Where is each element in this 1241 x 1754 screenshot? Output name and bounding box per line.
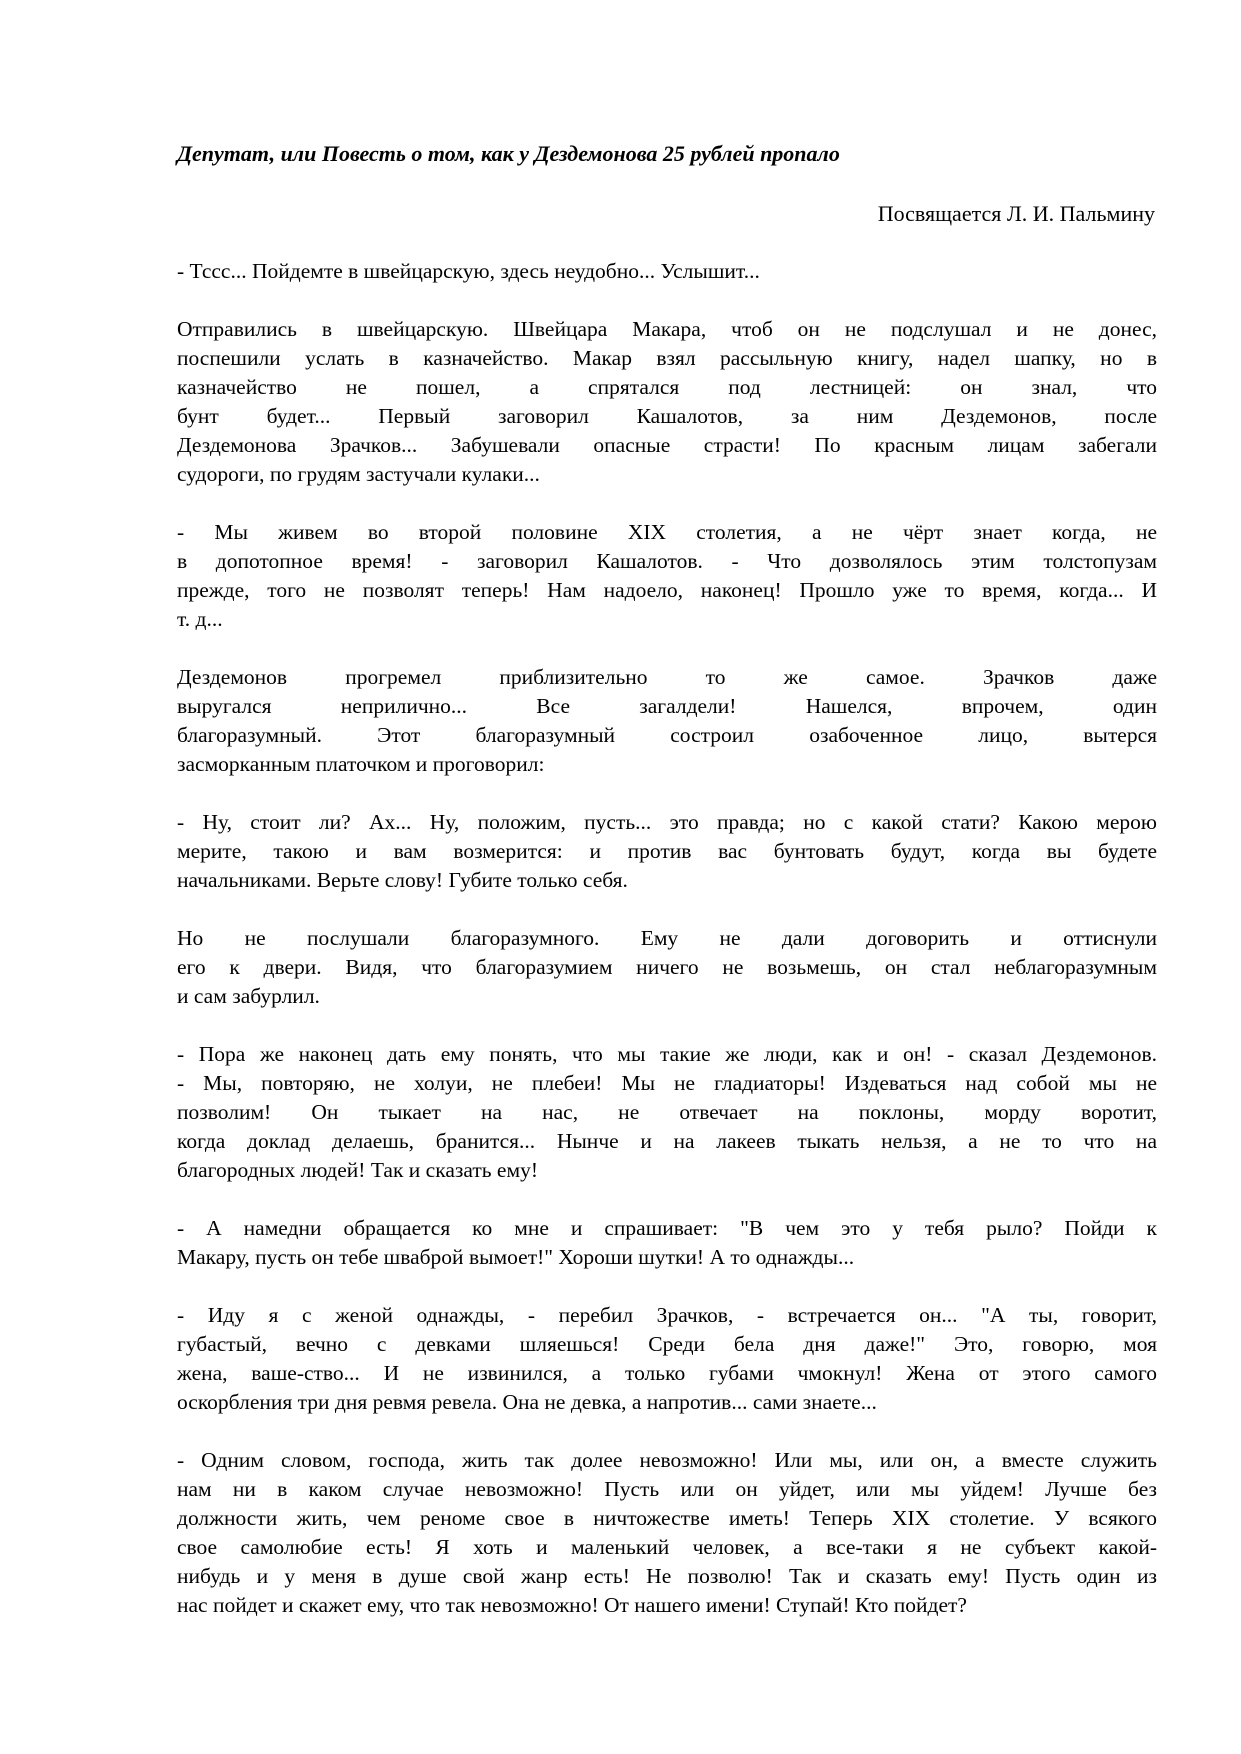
text-line: прежде, того не позволят теперь! Нам надоело, наконец! Прошло уже то время, когда... И [177, 578, 1157, 602]
paragraph [177, 1446, 1157, 1620]
text-line: его к двери. Видя, что благоразумием ничего не возьмешь, он стал неблагоразумным [177, 955, 1157, 979]
paragraph [177, 1214, 1157, 1272]
text-line: Но не послушали благоразумного. Ему не дали договорить и оттиснули [177, 926, 1157, 950]
text-line: нам ни в каком случае невозможно! Пусть или он уйдет, или мы уйдем! Лучше без [177, 1477, 1157, 1501]
paragraph [177, 315, 1157, 489]
text-line: должности жить, чем реноме свое в ничтожестве иметь! Теперь XIX столетие. У всякого [177, 1506, 1157, 1530]
text-line: позволим! Он тыкает на нас, не отвечает на поклоны, морду воротит, [177, 1100, 1157, 1124]
text-line: оскорбления три дня ревмя ревела. Она не девка, а напротив... сами знаете... [177, 1390, 877, 1414]
text-line: когда доклад делаешь, бранится... Нынче и на лакеев тыкать нельзя, а не то что на [177, 1129, 1157, 1153]
text-line: казначейство не пошел, а спрятался под лестницей: он знал, что [177, 375, 1157, 399]
text-line: - Мы живем во второй половине XIX столетия, а не чёрт знает когда, не [177, 520, 1157, 544]
text-line: нас пойдет и скажет ему, что так невозможно! От нашего имени! Ступай! Кто пойдет? [177, 1593, 967, 1617]
text-line: Дездемонова Зрачков... Забушевали опасные страсти! По красным лицам забегали [177, 433, 1157, 457]
paragraph [177, 1040, 1157, 1185]
text-line: - А намедни обращается ко мне и спрашивает: "В чем это у тебя рыло? Пойди к [177, 1216, 1157, 1240]
text-line: жена, ваше-ство... И не извинился, а только губами чмокнул! Жена от этого самого [177, 1361, 1157, 1385]
text-line: свое самолюбие есть! Я хоть и маленький человек, а все-таки я не субъект какой- [177, 1535, 1157, 1559]
text-line: - Одним словом, господа, жить так долее невозможно! Или мы, или он, а вместе служить [177, 1448, 1157, 1472]
text-line: Отправились в швейцарскую. Швейцара Макара, чтоб он не подслушал и не донес, [177, 317, 1157, 341]
text-line: губастый, вечно с девками шляешься! Среди бела дня даже!" Это, говорю, моя [177, 1332, 1157, 1356]
text-line: поспешили услать в казначейство. Макар взял рассыльную книгу, надел шапку, но в [177, 346, 1157, 370]
text-line: - Тссс... Пойдемте в швейцарскую, здесь неудобно... Услышит... [177, 259, 760, 283]
paragraph [177, 808, 1157, 895]
text-line: - Иду я с женой однажды, - перебил Зрачков, - встречается он... "А ты, говорит, [177, 1303, 1157, 1327]
text-line: Макару, пусть он тебе шваброй вымоет!" Хороши шутки! А то однажды... [177, 1245, 855, 1269]
paragraph [177, 1301, 1157, 1417]
text-line: - Пора же наконец дать ему понять, что мы такие же люди, как и он! - сказал Дездемонов. [177, 1042, 1157, 1066]
text-line: - Мы, повторяю, не холуи, не плебеи! Мы не гладиаторы! Издеваться над собой мы не [177, 1071, 1157, 1095]
text-line: выругался неприлично... Все загалдели! Нашелся, впрочем, один [177, 694, 1157, 718]
paragraph [177, 663, 1157, 779]
text-line: и сам забурлил. [177, 984, 320, 1008]
text-line: нибудь и у меня в душе свой жанр есть! Не позволю! Так и сказать ему! Пусть один из [177, 1564, 1157, 1588]
paragraph [177, 924, 1157, 1011]
text-line: благородных людей! Так и сказать ему! [177, 1158, 538, 1182]
text-line: в допотопное время! - заговорил Кашалотов. - Что дозволялось этим толстопузам [177, 549, 1157, 573]
text-line: бунт будет... Первый заговорил Кашалотов, за ним Дездемонов, после [177, 404, 1157, 428]
text-line: Дездемонов прогремел приблизительно то же самое. Зрачков даже [177, 665, 1157, 689]
text-line: судороги, по грудям застучали кулаки... [177, 462, 540, 486]
text-line: мерите, такою и вам возмерится: и против вас бунтовать будут, когда вы будете [177, 839, 1157, 863]
story-body [177, 257, 1157, 1649]
story-title: Депутат, или Повесть о том, как у Дездемонова 25 рублей пропало [177, 141, 840, 166]
paragraph [177, 518, 1157, 634]
text-line: начальниками. Верьте слову! Губите только себя. [177, 868, 628, 892]
text-line: благоразумный. Этот благоразумный состроил озабоченное лицо, вытерся [177, 723, 1157, 747]
dedication: Посвящается Л. И. Пальмину [877, 201, 1155, 226]
text-line: засморканным платочком и проговорил: [177, 752, 545, 776]
paragraph [177, 257, 1157, 286]
text-line: - Ну, стоит ли? Ах... Ну, положим, пусть... это правда; но с какой стати? Какою мерою [177, 810, 1157, 834]
text-line: т. д... [177, 607, 223, 631]
